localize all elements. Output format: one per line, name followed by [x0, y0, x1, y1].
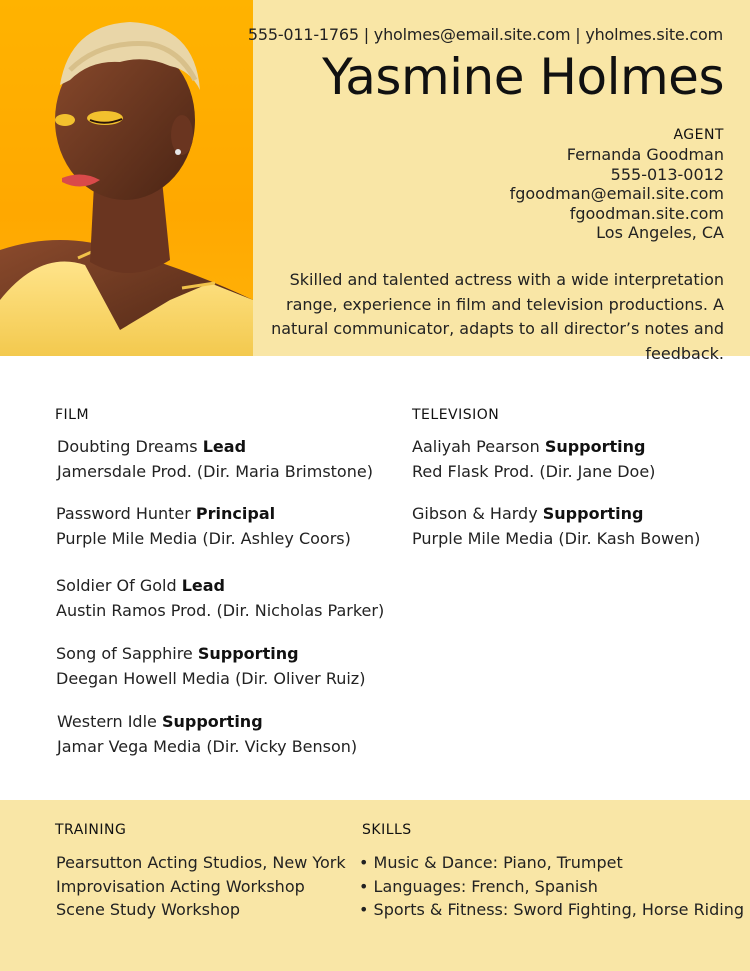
agent-phone: 555-013-0012	[610, 164, 724, 184]
contact-line: 555-011-1765 | yholmes@email.site.com | yholmes.site.com	[247, 25, 723, 44]
credit-role: Lead	[181, 576, 225, 595]
training-item: Pearsutton Acting Studios, New York	[56, 853, 346, 872]
credit-role: Supporting	[161, 712, 263, 731]
credit-production: Jamersdale Prod. (Dir. Maria Brimstone)	[57, 461, 373, 481]
credit-production: Purple Mile Media (Dir. Ashley Coors)	[56, 528, 351, 548]
skill-item	[359, 851, 744, 875]
skill-item	[359, 898, 744, 922]
credit-production: Austin Ramos Prod. (Dir. Nicholas Parker)	[56, 600, 385, 620]
training-heading: TRAINING	[55, 822, 127, 838]
agent-location: Los Angeles, CA	[596, 223, 724, 242]
portrait-illustration	[0, 0, 253, 356]
credit-role: Supporting	[197, 644, 299, 663]
skill-text: Music & Dance: Piano, Trumpet	[373, 853, 623, 872]
training-item: Improvisation Acting Workshop	[56, 876, 305, 896]
film-credit	[57, 435, 373, 484]
credit-role: Lead	[202, 437, 247, 456]
skill-item	[359, 875, 744, 899]
skill-text: Sports & Fitness: Sword Fighting, Horse Riding	[373, 900, 745, 919]
credit-title: Aaliyah Pearson	[412, 437, 540, 456]
film-credit	[56, 574, 384, 623]
credit-title: Soldier Of Gold	[56, 576, 177, 595]
credit-role: Principal	[195, 504, 276, 523]
agent-name: Fernanda Goodman	[566, 145, 724, 164]
credit-production: Deegan Howell Media (Dir. Oliver Ruiz)	[56, 668, 366, 688]
summary-paragraph: Skilled and talented actress with a wide interpretation range, experience in film and television productions. A natural communicator, adapts to all director’s notes and feedback.	[271, 270, 724, 363]
credit-title: Western Idle	[57, 712, 157, 731]
film-heading: FILM	[55, 407, 90, 423]
credit-role: Supporting	[542, 504, 644, 523]
film-credit	[56, 642, 365, 691]
credit-production: Purple Mile Media (Dir. Kash Bowen)	[412, 528, 701, 548]
training-list	[56, 851, 346, 922]
film-credit	[57, 710, 357, 759]
credit-production: Jamar Vega Media (Dir. Vicky Benson)	[57, 736, 358, 756]
credit-production: Red Flask Prod. (Dir. Jane Doe)	[412, 461, 656, 481]
film-credit	[56, 502, 351, 551]
actor-name: Yasmine Holmes	[322, 48, 724, 106]
agent-block	[510, 127, 724, 243]
skills-list	[359, 851, 744, 922]
agent-website: fgoodman.site.com	[569, 203, 724, 223]
credit-title: Doubting Dreams	[57, 437, 198, 456]
credit-role: Supporting	[544, 437, 646, 456]
training-item: Scene Study Workshop	[56, 900, 241, 919]
portrait-photo	[0, 0, 253, 356]
television-heading: TELEVISION	[412, 407, 500, 423]
credit-title: Song of Sapphire	[56, 644, 193, 663]
credit-title: Password Hunter	[56, 504, 191, 523]
skill-text: Languages: French, Spanish	[373, 876, 598, 896]
agent-label: AGENT	[673, 127, 724, 143]
agent-email: fgoodman@email.site.com	[509, 184, 724, 203]
tv-credit	[412, 502, 700, 551]
skills-heading: SKILLS	[362, 822, 412, 838]
credit-title: Gibson & Hardy	[412, 504, 538, 523]
tv-credit	[412, 435, 655, 484]
